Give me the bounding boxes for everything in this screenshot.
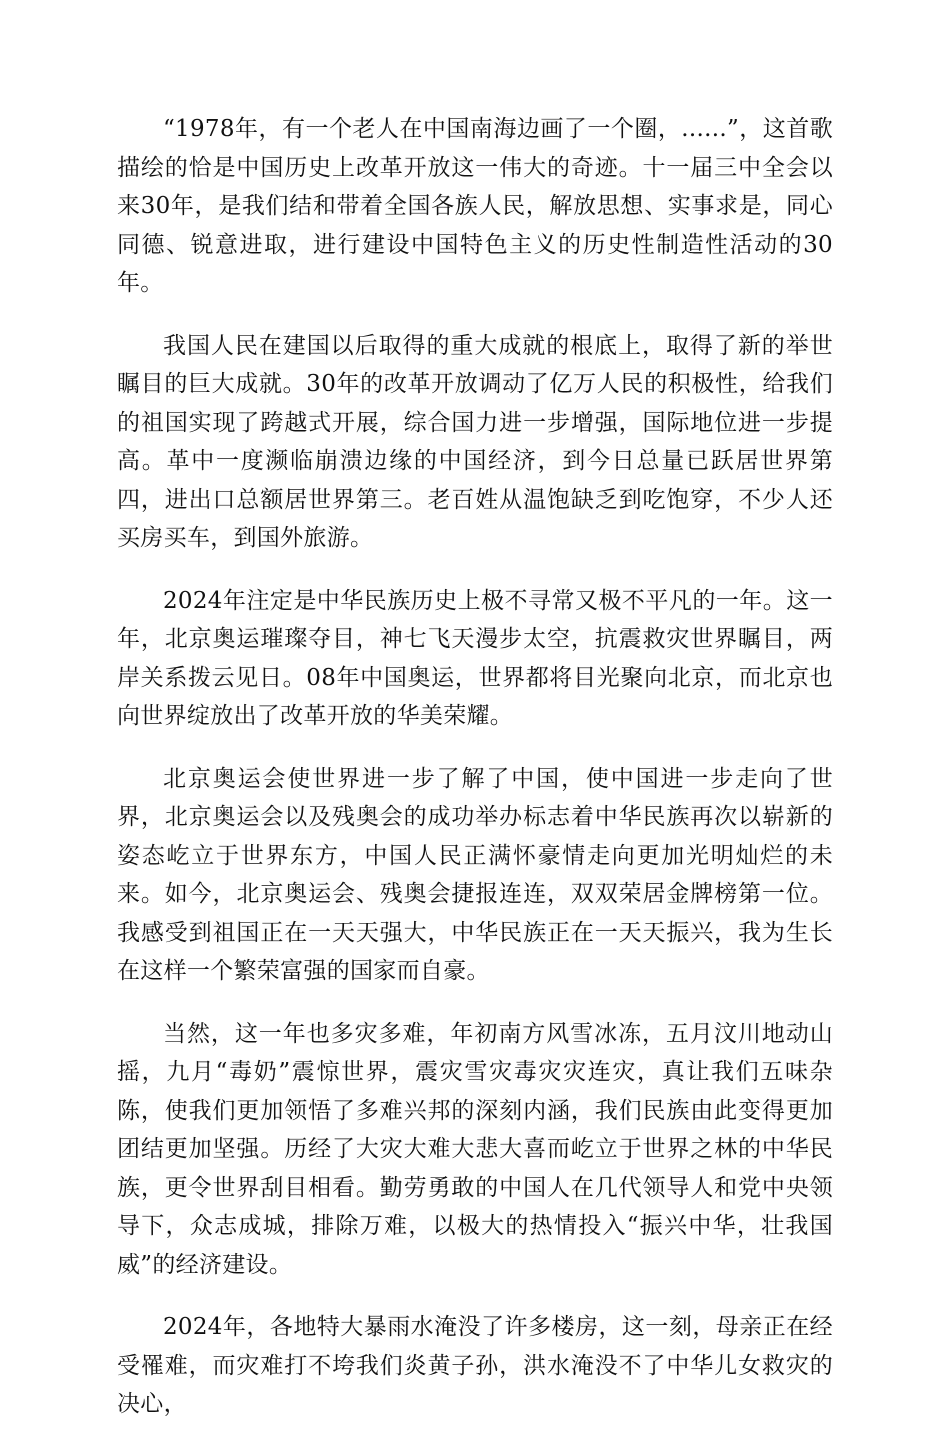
document-page [117,110,833,1448]
paragraph-2: 我国人民在建国以后取得的重大成就的根底上，取得了新的举世瞩目的巨大成就。30年的改革开放调动了亿万人民的积极性，给我们的祖国实现了跨越式开展，综合国力进一步增强，国际地位进一步提高。革中一度濒临崩溃边缘的中国经济，到今日总量已跃居世界第四，进出口总额居世界第三。老百姓从温饱缺乏到吃饱穿，不少人还买房买车，到国外旅游。 [117,332,833,551]
paragraph-5: 当然，这一年也多灾多难，年初南方风雪冰冻，五月汶川地动山摇，九月“毒奶”震惊世界，震灾雪灾毒灾灾连灾，真让我们五味杂陈，使我们更加领悟了多难兴邦的深刻内涵，我们民族由此变得更加团结更加坚强。历经了大灾大难大悲大喜而屹立于世界之林的中华民族，更令世界刮目相看。勤劳勇敢的中国人在几代领导人和党中央领导下，众志成城，排除万难，以极大的热情投入“振兴中华，壮我国威”的经济建设。 [117,1020,833,1278]
paragraph-3: 2024年注定是中华民族历史上极不寻常又极不平凡的一年。这一年，北京奥运璀璨夺目，神七飞天漫步太空，抗震救灾世界瞩目，两岸关系拨云见日。08年中国奥运，世界都将目光聚向北京，而北京也向世界绽放出了改革开放的华美荣耀。 [117,587,833,729]
paragraph-6: 2024年，各地特大暴雨水淹没了许多楼房，这一刻，母亲正在经受罹难，而灾难打不垮我们炎黄子孙，洪水淹没不了中华儿女救灾的决心， [117,1314,833,1417]
paragraph-4: 北京奥运会使世界进一步了解了中国，使中国进一步走向了世界，北京奥运会以及残奥会的成功举办标志着中华民族再次以崭新的姿态屹立于世界东方，中国人民正满怀豪情走向更加光明灿烂的未来。如今，北京奥运会、残奥会捷报连连，双双荣居金牌榜第一位。我感受到祖国正在一天天强大，中华民族正在一天天振兴，我为生长在这样一个繁荣富强的国家而自豪。 [117,765,833,984]
paragraph-1: “1978年，有一个老人在中国南海边画了一个圈，......”，这首歌描绘的恰是中国历史上改革开放这一伟大的奇迹。十一届三中全会以来30年，是我们结和带着全国各族人民，解放思想、实事求是，同心同德、锐意进取，进行建设中国特色主义的历史性制造性活动的30年。 [117,116,833,296]
